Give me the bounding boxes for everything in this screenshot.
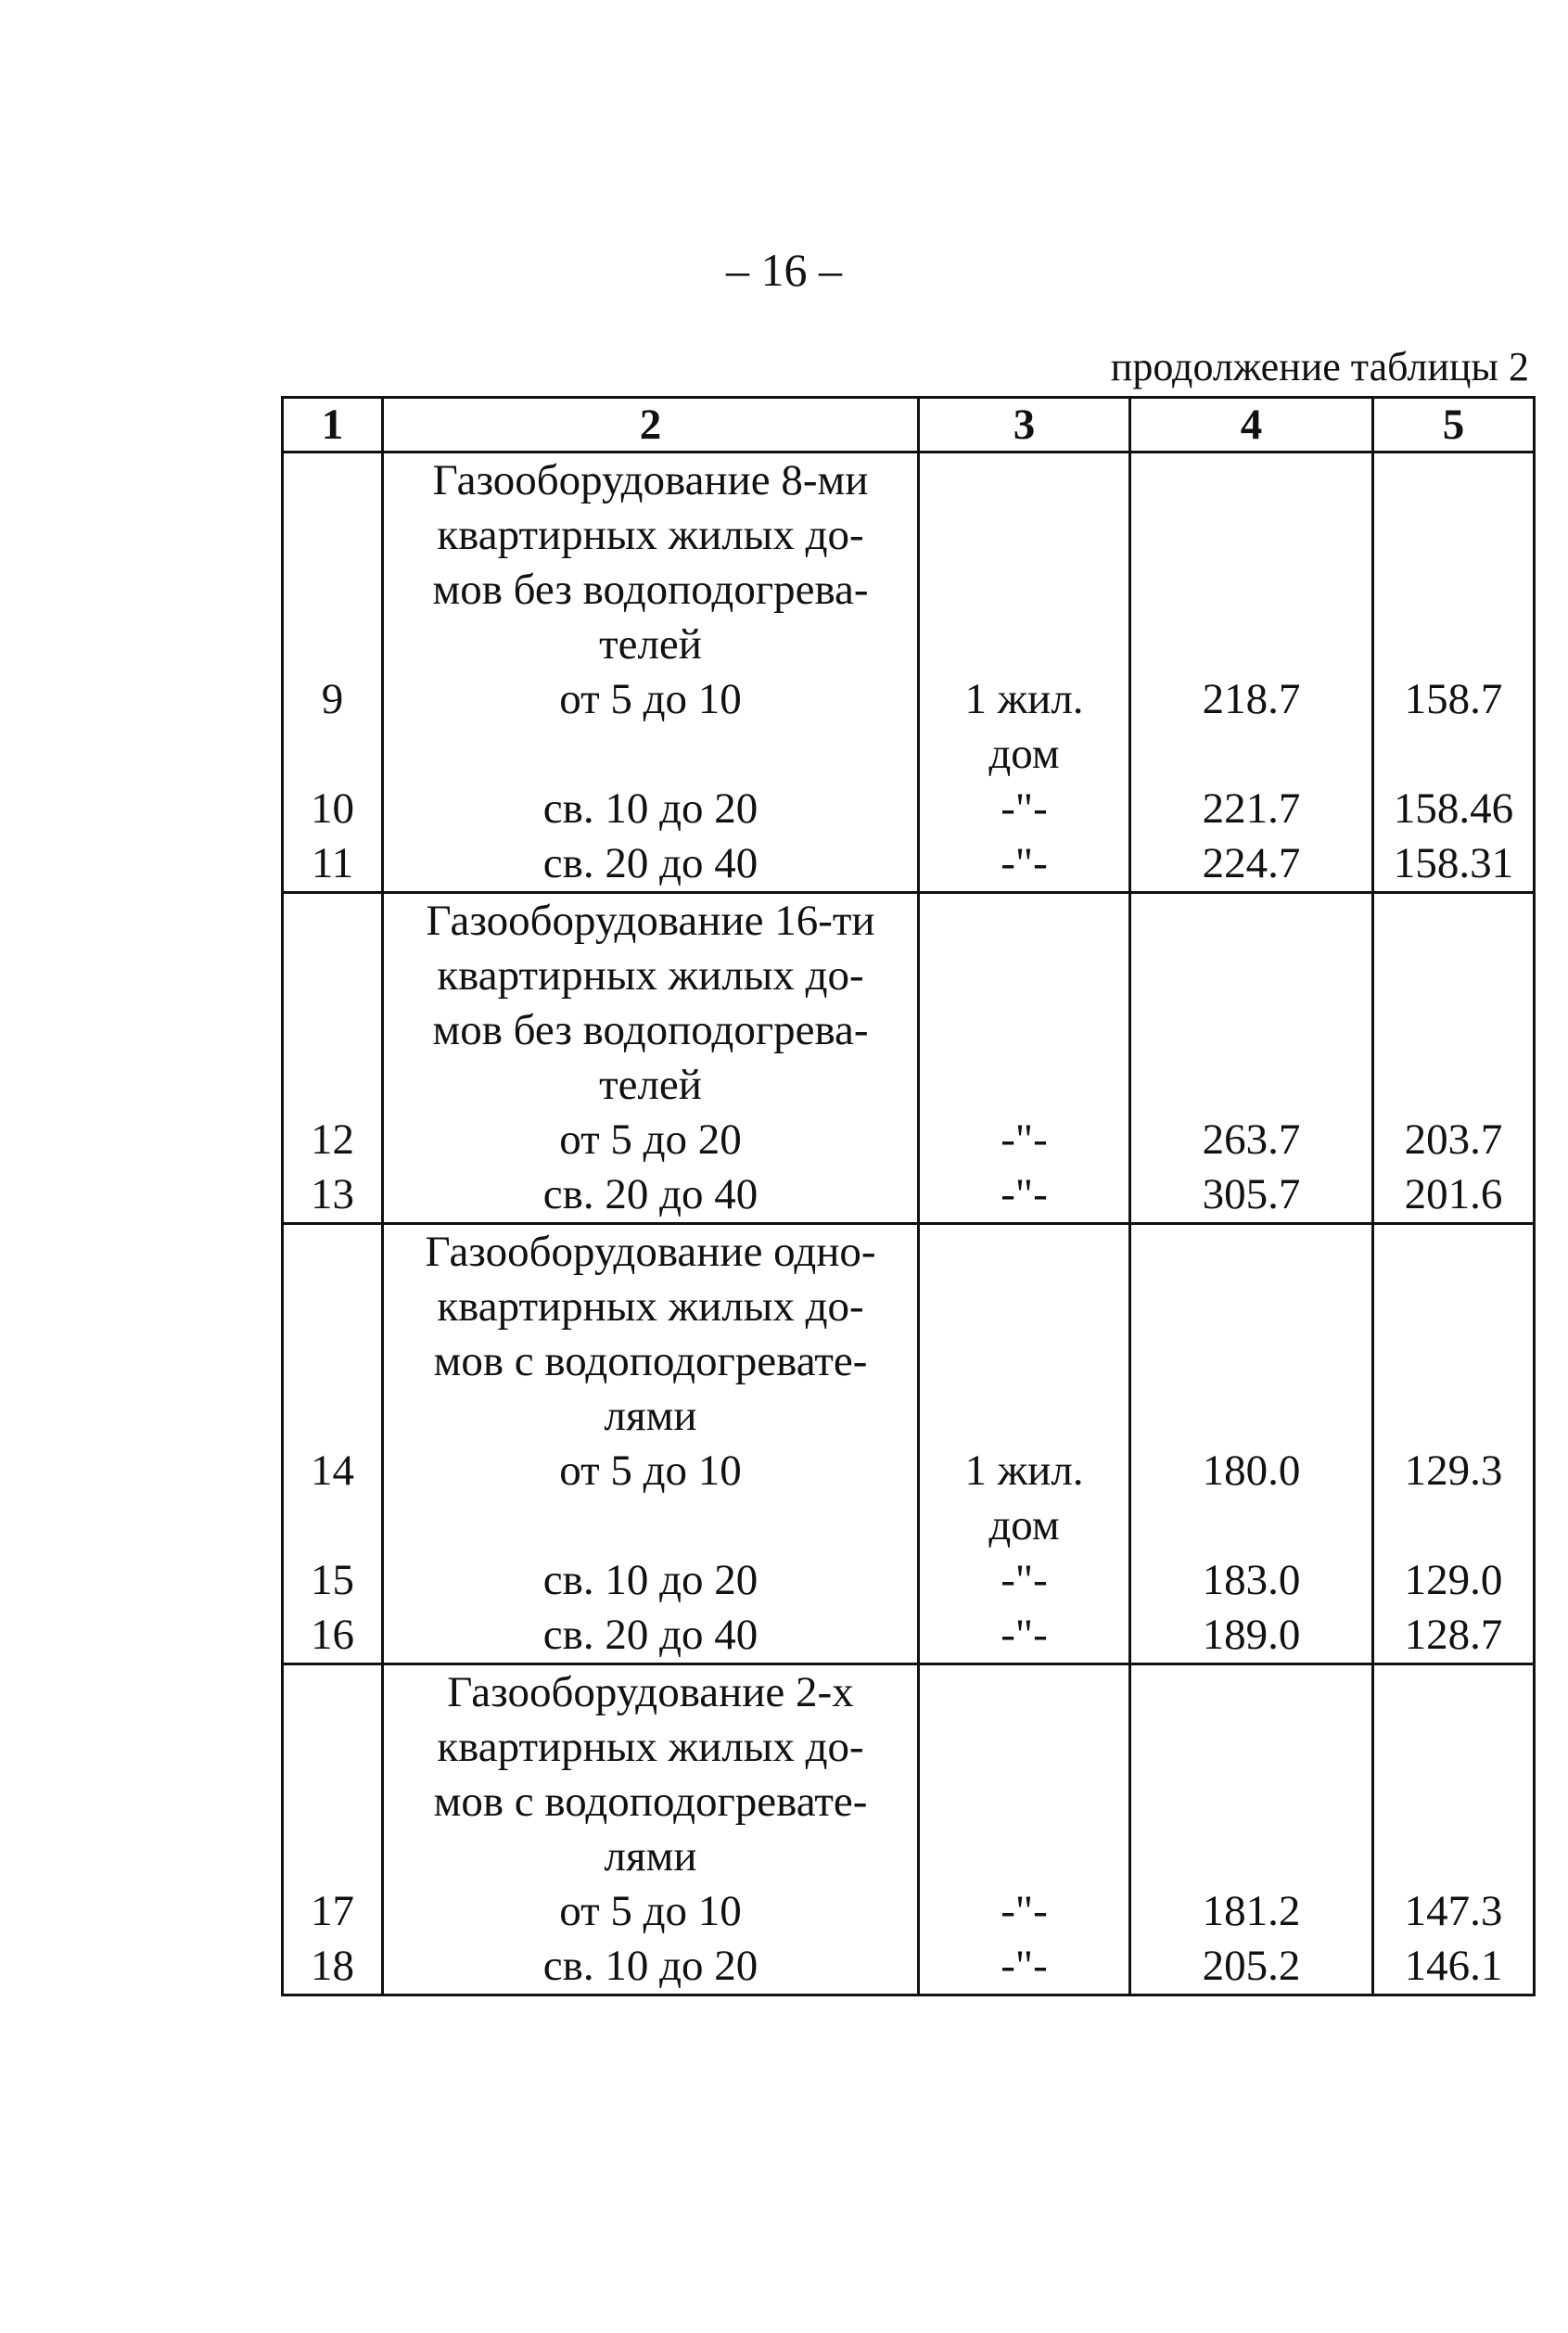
row-value-4: 224.7 (1130, 836, 1373, 893)
row-value-4: 263.7 (1130, 1113, 1373, 1167)
group-title-row (283, 893, 1535, 1114)
row-value-5: 129.3 (1373, 1444, 1535, 1553)
page-number: – 16 – (726, 244, 842, 296)
table-row (283, 1113, 1535, 1167)
text-line: мов с водоподогревате- (433, 1337, 868, 1385)
text-line: квартирных жилых до- (437, 1282, 864, 1331)
row-value-5: 203.7 (1373, 1113, 1535, 1167)
row-number: 10 (283, 782, 383, 836)
header-cell-3: 3 (919, 398, 1130, 453)
row-unit (919, 836, 1130, 893)
row-unit (919, 1608, 1130, 1664)
text-line: 1 жил. (964, 675, 1084, 723)
row-unit (919, 782, 1130, 836)
row-range: св. 10 до 20 (383, 1939, 919, 1995)
text-line: лями (604, 1392, 697, 1440)
table-body (283, 453, 1535, 1995)
row-number: 12 (283, 1113, 383, 1167)
row-number: 9 (283, 672, 383, 782)
row-value-4: 218.7 (1130, 672, 1373, 782)
row-value-5: 158.7 (1373, 672, 1535, 782)
row-range: от 5 до 10 (383, 672, 919, 782)
table-row (283, 672, 1535, 782)
row-range: св. 10 до 20 (383, 1553, 919, 1608)
row-range: св. 10 до 20 (383, 782, 919, 836)
text-line: мов без водоподогрева- (432, 1006, 869, 1054)
text-line: мов без водоподогрева- (432, 566, 869, 614)
group-title (383, 453, 919, 673)
text-line: Газооборудование одно- (425, 1228, 876, 1276)
row-unit (919, 1167, 1130, 1224)
row-number: 18 (283, 1939, 383, 1995)
text-line: мов с водоподогревате- (433, 1778, 868, 1826)
row-unit (919, 1113, 1130, 1167)
table-caption: продолжение таблицы 2 (1110, 344, 1529, 389)
row-range: св. 20 до 40 (383, 1608, 919, 1664)
group-col5-empty (1373, 893, 1535, 1114)
row-value-4: 180.0 (1130, 1444, 1373, 1553)
header-cell-5: 5 (1373, 398, 1535, 453)
table-row (283, 1167, 1535, 1224)
header-cell-4: 4 (1130, 398, 1373, 453)
row-value-4: 221.7 (1130, 782, 1373, 836)
text-line: -"- (1001, 839, 1048, 887)
text-line: -"- (1001, 1170, 1048, 1218)
group-col4-empty (1130, 1224, 1373, 1445)
row-range: св. 20 до 40 (383, 836, 919, 893)
row-value-4: 305.7 (1130, 1167, 1373, 1224)
row-value-4: 189.0 (1130, 1608, 1373, 1664)
row-unit (919, 1444, 1130, 1553)
group-col4-empty (1130, 453, 1373, 673)
row-unit (919, 1553, 1130, 1608)
row-number: 15 (283, 1553, 383, 1608)
text-line: Газооборудование 16-ти (426, 897, 875, 945)
row-value-5: 201.6 (1373, 1167, 1535, 1224)
row-value-4: 183.0 (1130, 1553, 1373, 1608)
row-unit (919, 1884, 1130, 1939)
row-value-4: 205.2 (1130, 1939, 1373, 1995)
row-range: от 5 до 20 (383, 1113, 919, 1167)
row-number: 14 (283, 1444, 383, 1553)
header-row (283, 398, 1535, 453)
row-range: от 5 до 10 (383, 1884, 919, 1939)
group-number-empty (283, 1664, 383, 1885)
group-unit-empty (919, 1224, 1130, 1445)
table-row (283, 1884, 1535, 1939)
price-table (281, 396, 1536, 1996)
text-line: Газооборудование 8-ми (432, 456, 869, 504)
row-value-5: 129.0 (1373, 1553, 1535, 1608)
row-value-5: 158.31 (1373, 836, 1535, 893)
table-row (283, 782, 1535, 836)
group-col5-empty (1373, 1224, 1535, 1445)
row-value-5: 128.7 (1373, 1608, 1535, 1664)
text-line: 1 жил. (964, 1447, 1084, 1495)
header-cell-1: 1 (283, 398, 383, 453)
row-number: 16 (283, 1608, 383, 1664)
group-number-empty (283, 1224, 383, 1445)
row-number: 13 (283, 1167, 383, 1224)
row-unit (919, 672, 1130, 782)
group-col5-empty (1373, 453, 1535, 673)
group-title (383, 1664, 919, 1885)
table-row (283, 1939, 1535, 1995)
text-line: дом (988, 1501, 1060, 1549)
text-line: -"- (1001, 1887, 1048, 1935)
table-row (283, 1444, 1535, 1553)
group-title-row (283, 1224, 1535, 1445)
text-line: квартирных жилых до- (437, 951, 864, 1000)
text-line: телей (599, 620, 702, 669)
group-col4-empty (1130, 893, 1373, 1114)
text-line: лями (604, 1832, 697, 1880)
group-col5-empty (1373, 1664, 1535, 1885)
group-title-row (283, 453, 1535, 673)
row-number: 11 (283, 836, 383, 893)
row-range: св. 20 до 40 (383, 1167, 919, 1224)
group-unit-empty (919, 453, 1130, 673)
group-unit-empty (919, 893, 1130, 1114)
row-value-5: 147.3 (1373, 1884, 1535, 1939)
text-line: квартирных жилых до- (437, 1723, 864, 1771)
text-line: дом (988, 730, 1060, 778)
text-line: телей (599, 1061, 702, 1109)
row-value-4: 181.2 (1130, 1884, 1373, 1939)
text-line: квартирных жилых до- (437, 511, 864, 559)
group-title-row (283, 1664, 1535, 1885)
text-line: Газооборудование 2-х (447, 1668, 854, 1716)
text-line: -"- (1001, 1116, 1048, 1164)
group-col4-empty (1130, 1664, 1373, 1885)
text-line: -"- (1001, 1942, 1048, 1990)
group-number-empty (283, 893, 383, 1114)
row-value-5: 146.1 (1373, 1939, 1535, 1995)
table-row (283, 1553, 1535, 1608)
row-unit (919, 1939, 1130, 1995)
row-number: 17 (283, 1884, 383, 1939)
table-row (283, 1608, 1535, 1664)
group-title (383, 893, 919, 1114)
row-value-5: 158.46 (1373, 782, 1535, 836)
text-line: -"- (1001, 1611, 1048, 1659)
text-line: -"- (1001, 1556, 1048, 1604)
row-range: от 5 до 10 (383, 1444, 919, 1553)
group-unit-empty (919, 1664, 1130, 1885)
text-line: -"- (1001, 784, 1048, 833)
header-cell-2: 2 (383, 398, 919, 453)
group-number-empty (283, 453, 383, 673)
group-title (383, 1224, 919, 1445)
table-row (283, 836, 1535, 893)
